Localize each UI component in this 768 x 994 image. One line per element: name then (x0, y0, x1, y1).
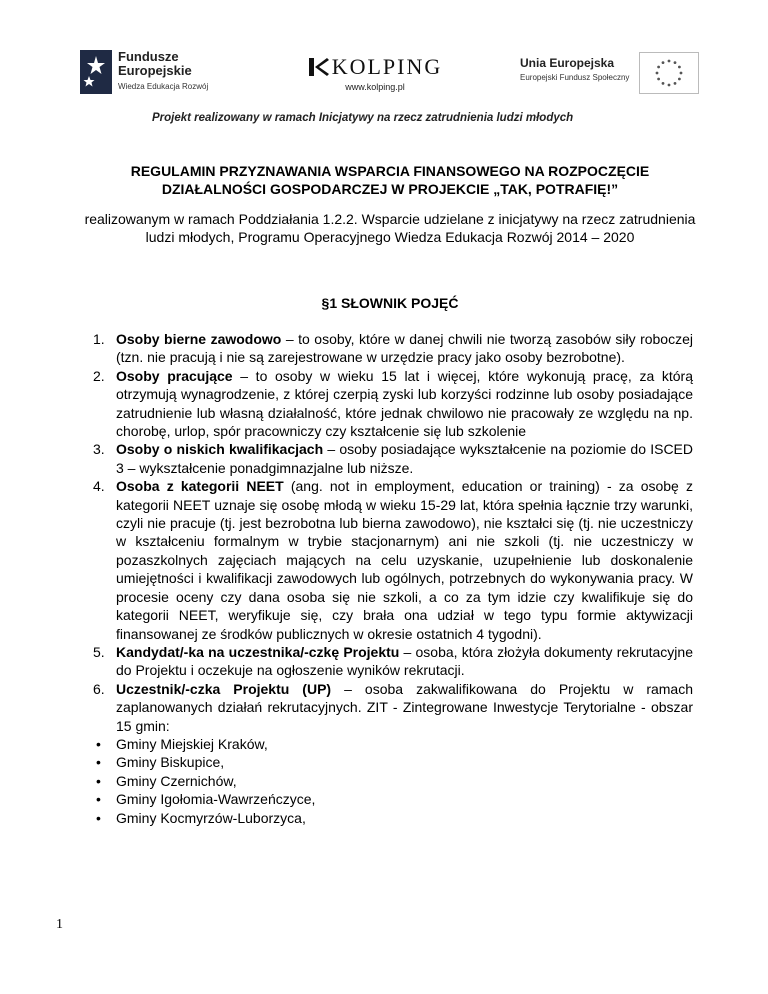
kolping-wordmark (300, 54, 450, 80)
list-item (93, 809, 693, 827)
page-number: 1 (56, 917, 63, 932)
definition-item (93, 643, 693, 680)
gmina-name: Gminy Biskupice, (116, 754, 225, 771)
definition-text: – to osoby, które w danej chwili nie tworzą zasobów siły roboczej (tzn. nie pracują i nie są zarejestrowane w urzędzie pracy jako osoby bezrobotne). (116, 331, 693, 366)
fe-star-mark-icon (80, 50, 112, 94)
definition-text: – osoba, która złożyła dokumenty rekrutacyjne do Projektu i oczekuje na ogłoszenie wyników rekrutacji. (116, 643, 693, 679)
document-body (93, 330, 693, 827)
definition-item (93, 477, 693, 643)
list-item (93, 753, 693, 771)
list-item (93, 790, 693, 808)
definition-text: (ang. not in employment, education or training) - za osobę z kategorii NEET uznaje się osobę młodą w wieku 15-29 lat, która spełnia łącznie trzy warunki, czyli nie pracuje (tj. jest bezrobotna lub bierna zawodowo), nie kształci się (tj. nie uczestniczy w kształceniu formalnym w trybie stacjonarnym) ani nie szkoli (tj. nie uczestniczy w pozaszkolnych zajęciach mających na celu uzyskanie, uzupełnienie lub doskonalenie umiejętności i kwalifikacji zawodowych lub ogólnych, potrzebnych do wykonywania pracy. W procesie oceny czy dana osoba się nie szkoli, a co za tym idzie czy kwalifikuje się do kategorii NEET, weryfikuje się, czy brała ona udział w tego typu formie aktywizacji finansowanej ze środków publicznych w okresie ostatnich 4 tygodni). (116, 478, 693, 642)
definition-term: Osoby bierne zawodowo (116, 331, 282, 347)
definition-item (93, 330, 693, 367)
document-title (70, 162, 710, 198)
fe-line3: Wiedza Edukacja Rozwój (118, 82, 209, 91)
definition-term: Osoby pracujące (116, 367, 233, 384)
definition-term: Osoby o niskich kwalifikacjach (116, 441, 324, 458)
list-item (93, 772, 693, 790)
definition-item (93, 440, 693, 477)
definition-term: Uczestnik/-czka Projektu (UP) (116, 680, 332, 697)
project-line: Projekt realizowany w ramach Inicjatywy na rzecz zatrudnienia ludzi młodych (152, 112, 574, 124)
definition-number: 6. (93, 680, 105, 697)
fe-line1: Fundusze (118, 49, 179, 64)
fe-logo-text (118, 50, 208, 94)
gmina-name: Gminy Czernichów, (116, 772, 237, 789)
definitions-list (93, 330, 693, 735)
bullet: • (96, 772, 101, 789)
title-line2: DZIAŁALNOŚCI GOSPODARCZEJ W PROJEKCIE „TAK, POTRAFIĘ!” (161, 181, 619, 197)
gminy-list (93, 735, 693, 827)
bullet: • (96, 791, 101, 808)
kolping-k-icon (308, 56, 330, 78)
list-item (93, 735, 693, 753)
gmina-name: Gminy Miejskiej Kraków, (116, 735, 268, 752)
definition-term: Kandydat/-ka na uczestnika/-czkę Projektu (116, 643, 400, 660)
definition-text: – to osoby w wieku 15 lat i więcej, które wykonują pracę, za którą otrzymują wynagrodzenie, z której czerpią zyski lub korzyści rodzinne lub osoby posiadające zatrudnienie lub własną działalność, które jednak chwilowo nie pracowały ze względu na np. chorobę, urlop, spór pracowniczy czy kształcenie się lub szkolenie (116, 367, 694, 440)
definition-text: – osoby posiadające wykształcenie na poziomie do ISCED 3 – wykształcenie ponadgimnazjalne lub niższe. (116, 441, 693, 476)
gmina-name: Gminy Kocmyrzów-Luborzyca, (116, 809, 306, 826)
definition-number: 5. (93, 643, 105, 660)
logo-bar (70, 40, 758, 110)
definition-number: 2. (93, 367, 105, 384)
eu-subtitle: Europejski Fundusz Społeczny (520, 73, 630, 82)
kolping-name: KOLPING (331, 54, 443, 79)
definition-item (93, 680, 693, 735)
kolping-logo (300, 54, 450, 92)
page-header (70, 40, 758, 135)
definition-text: – osoba zakwalifikowana do Projektu w ramach zaplanowanych działań rekrutacyjnych. ZIT - Zintegrowane Inwestycje Terytorialne - obszar 15 gmin: (116, 680, 693, 734)
fundusze-europejskie-logo (80, 50, 208, 94)
bullet: • (96, 754, 101, 771)
eu-title: Unia Europejska (520, 56, 615, 70)
definition-number: 3. (93, 441, 105, 458)
definition-item (93, 367, 693, 441)
definition-term: Osoba z kategorii NEET (116, 478, 284, 495)
eu-logo (520, 52, 699, 94)
gmina-name: Gminy Igołomia-Wawrzeńczyce, (116, 791, 316, 808)
eu-flag-icon (639, 52, 699, 94)
definition-number: 4. (93, 478, 105, 495)
eu-logo-text (520, 56, 629, 82)
section-title: §1 SŁOWNIK POJĘĆ (321, 295, 459, 311)
bullet: • (96, 809, 101, 826)
bullet: • (96, 735, 101, 752)
definition-number: 1. (93, 331, 105, 347)
fe-line2: Europejskie (118, 63, 192, 78)
title-line1: REGULAMIN PRZYZNAWANIA WSPARCIA FINANSOWEGO NA ROZPOCZĘCIE (130, 163, 650, 179)
kolping-url: www.kolping.pl (345, 82, 405, 92)
document-subtitle: realizowanym w ramach Poddziałania 1.2.2. Wsparcie udzielane z inicjatywy na rzecz zatrudnienia ludzi młodych, Programu Operacyjnego Wiedza Edukacja Rozwój 2014 – 2020 (84, 211, 696, 245)
